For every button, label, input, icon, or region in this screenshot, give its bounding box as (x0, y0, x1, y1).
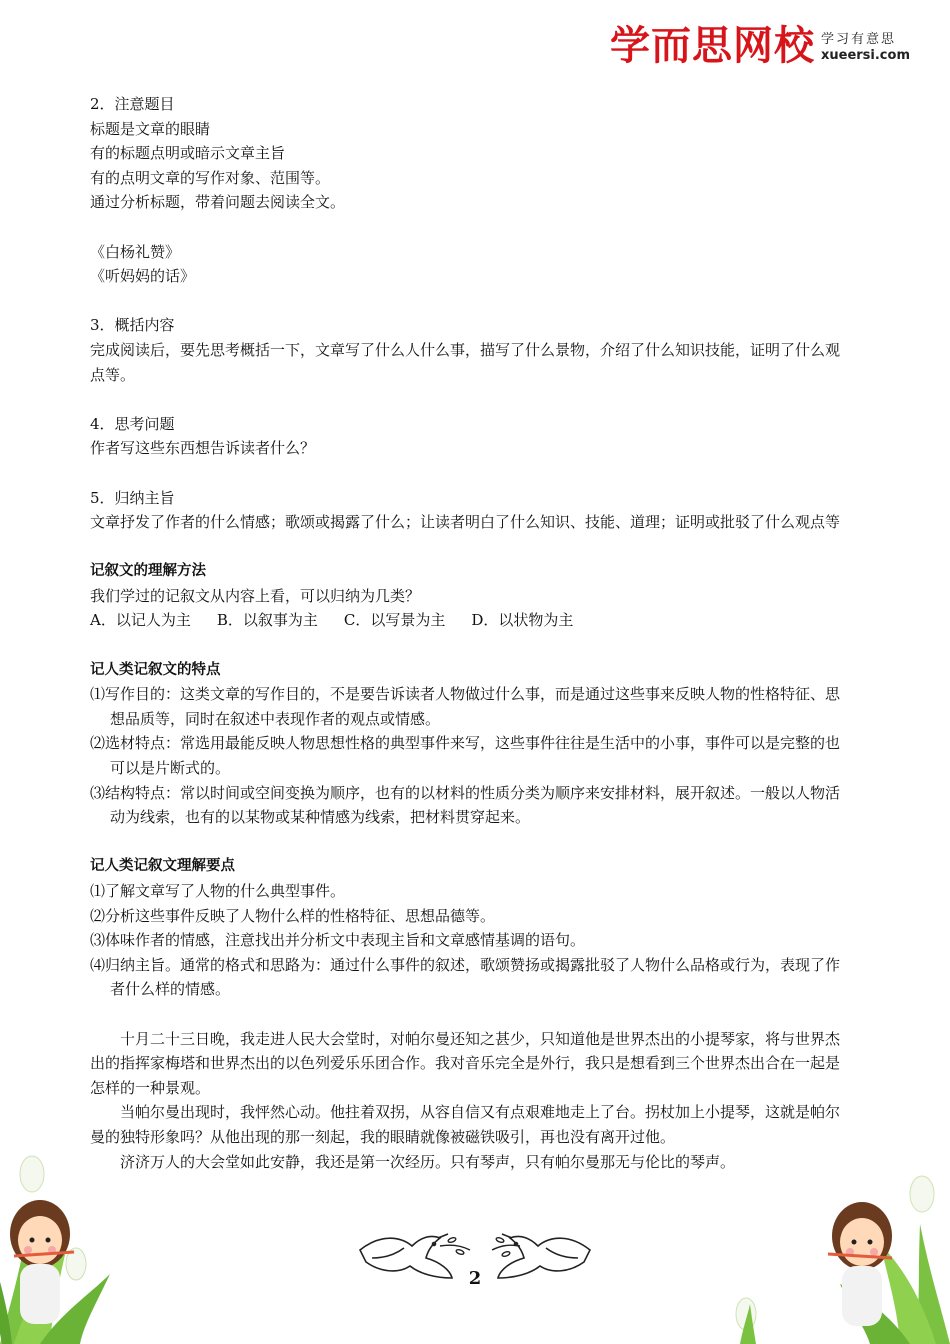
options-row (90, 608, 850, 633)
option-a: A．以记人为主 (90, 611, 191, 630)
section-2-line: 有的点明文章的写作对象、范围等。 (90, 168, 331, 187)
left-olive-branch-icon (440, 1237, 470, 1255)
section-3-body: 完成阅读后，要先思考概括一下，文章写了什么人什么事，描写了什么景物，介绍了什么知识技能，证明了什么观点等。 (90, 340, 841, 384)
feature-item: ⑴写作目的：这类文章的写作目的，不是要告诉读者人物做过什么事，而是通过这些事来反映人物的性格特征、思想品质等，同时在叙述中表现作者的观点或情感。 (90, 685, 841, 728)
right-dove-icon (498, 1234, 590, 1278)
feature-item: ⑵选材特点：常选用最能反映人物思想性格的典型事件来写，这些事件往往是生活中的小事，事件可以是完整的也可以是片断式的。 (90, 734, 841, 778)
option-d: D．以状物为主 (471, 611, 574, 630)
key-point-item: ⑶体味作者的情感，注意找出并分析文中表现主旨和文章感情基调的语句。 (90, 931, 586, 950)
logo-url: xueersi.com (820, 48, 910, 63)
section-5-body: 文章抒发了作者的什么情感；歌颂或揭露了什么；让读者明白了什么知识、技能、道理；证明或批驳了什么观点等 (90, 513, 841, 532)
heading-key-points: 记人类记叙文理解要点 (90, 858, 235, 875)
example-title: 《白杨礼赞》 (90, 242, 181, 261)
reading-paragraph: 当帕尔曼出现时，我怦然心动。他拄着双拐，从容自信又有点艰难地走上了台。拐杖加上小提琴，这就是帕尔曼的独特形象吗？从他出现的那一刻起，我的眼睛就像被磁铁吸引，再也没有离开过他。 (90, 1103, 841, 1146)
key-point-item: ⑴了解文章写了人物的什么典型事件。 (90, 882, 346, 900)
option-c: C．以写景为主 (343, 611, 446, 630)
right-girl-illustration (828, 1202, 892, 1326)
example-title: 《听妈妈的话》 (90, 267, 196, 286)
feature-item: ⑶结构特点：常以时间或空间变换为顺序，也有的以材料的性质分类为顺序来安排材料，展开叙述。一般以人物活动为线索，也有的以某物或某种情感为线索，把材料贯穿起来。 (90, 783, 841, 827)
document-body (90, 92, 850, 1174)
page-number: 2 (468, 1268, 482, 1289)
option-b: B．以叙事为主 (216, 611, 318, 630)
reading-paragraph: 十月二十三日晚，我走进人民大会堂时，对帕尔曼还知之甚少，只知道他是世界杰出的小提琴家，将与世界杰出的指挥家梅塔和世界杰出的以色列爱乐乐团合作。我对音乐完全是外行，我只是想看到三个世界杰出合在一起是怎样的一种景观。 (90, 1029, 841, 1097)
section-2-line: 通过分析标题，带着问题去阅读全文。 (90, 193, 346, 212)
section-2-line: 有的标题点明或暗示文章主旨 (90, 144, 286, 163)
key-point-item: ⑵分析这些事件反映了人物什么样的性格特征、思想品德等。 (90, 906, 496, 925)
brand-logo (610, 22, 910, 70)
logo-side (821, 32, 910, 64)
logo-text: 学而思网校 (609, 23, 815, 69)
logo-slogan: 学习有意思 (820, 32, 896, 47)
section-4-title: 4．思考问题 (90, 414, 175, 433)
reading-paragraph: 济济万人的大会堂如此安静，我还是第一次经历。只有琴声，只有帕尔曼那无与伦比的琴声。 (120, 1152, 736, 1171)
section-5-title: 5．归纳主旨 (90, 488, 175, 507)
section-2-title: 2．注意题目 (90, 95, 175, 113)
section-2-line: 标题是文章的眼睛 (90, 119, 211, 138)
left-dove-icon (360, 1234, 452, 1278)
section-4-body: 作者写这些东西想告诉读者什么？ (90, 439, 316, 458)
heading-features: 记人类记叙文的特点 (90, 661, 221, 678)
footer-decoration (0, 1154, 950, 1344)
question: 我们学过的记叙文从内容上看，可以归纳为几类？ (90, 586, 421, 605)
right-olive-branch-icon (492, 1237, 520, 1257)
section-3-title: 3．概括内容 (90, 316, 175, 335)
key-point-item: ⑷归纳主旨。通常的格式和思路为：通过什么事件的叙述，歌颂赞扬或揭露批驳了人物什么品格或行为，表现了作者什么样的情感。 (90, 955, 841, 999)
heading-narrative-method: 记叙文的理解方法 (90, 563, 206, 580)
